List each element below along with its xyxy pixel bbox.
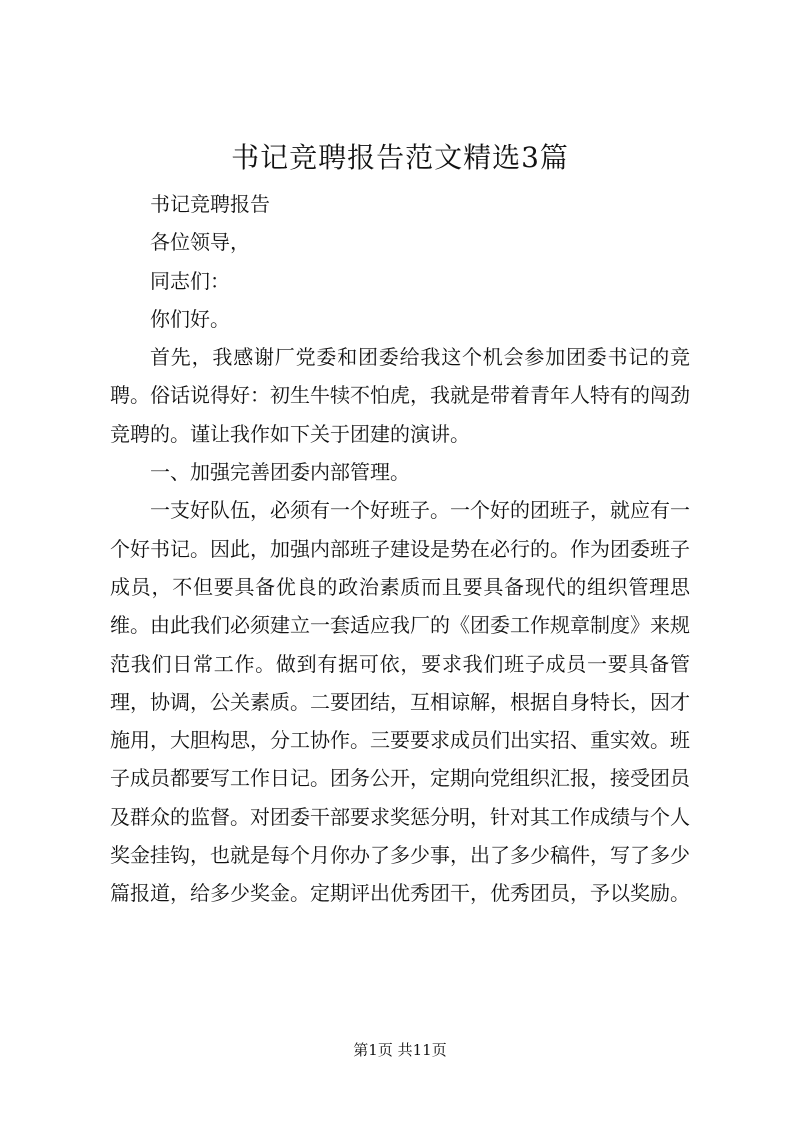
document-title: 书记竞聘报告范文精选3篇 (231, 141, 569, 174)
paragraph-greeting: 你们好。 (150, 306, 230, 331)
paragraph-intro: 首先，我感谢厂党委和团委给我这个机会参加团委书记的竞聘。俗话说得好：初生牛犊不怕虎，我就是带着青年人特有的闯劲竞聘的。谨让我作如下关于团建的演讲。 (110, 345, 690, 446)
document-body (110, 185, 690, 913)
paragraph-heading: 书记竞聘报告 (150, 192, 270, 216)
paragraph-section-body: 一支好队伍，必须有一个好班子。一个好的团班子，就应有一个好书记。因此，加强内部班子建设是势在必行的。作为团委班子成员，不但要具备优良的政治素质而且要具备现代的组织管理思维。由此我们必须建立一套适应我厂的《团委工作规章制度》来规范我们日常工作。做到有据可依，要求我们班子成员一要具备管理，协调，公关素质。二要团结，互相谅解，根据自身特长，因才施用，大胆构思，分工协作。三要要求成员们出实招、重实效。班子成员都要写工作日记。团务公开，定期向党组织汇报，接受团员及群众的监督。对团委干部要求奖惩分明，针对其工作成绩与个人奖金挂钩，也就是每个月你办了多少事，出了多少稿件，写了多少篇报道，给多少奖金。定期评出优秀团干，优秀团员，予以奖励。 (110, 498, 690, 906)
paragraph-salutation-leaders: 各位领导， (150, 230, 250, 255)
paragraph-salutation-comrades: 同志们： (150, 268, 230, 293)
page-footer: 第1页 共11页 (353, 1041, 447, 1059)
paragraph-section-heading: 一、加强完善团委内部管理。 (150, 460, 410, 485)
